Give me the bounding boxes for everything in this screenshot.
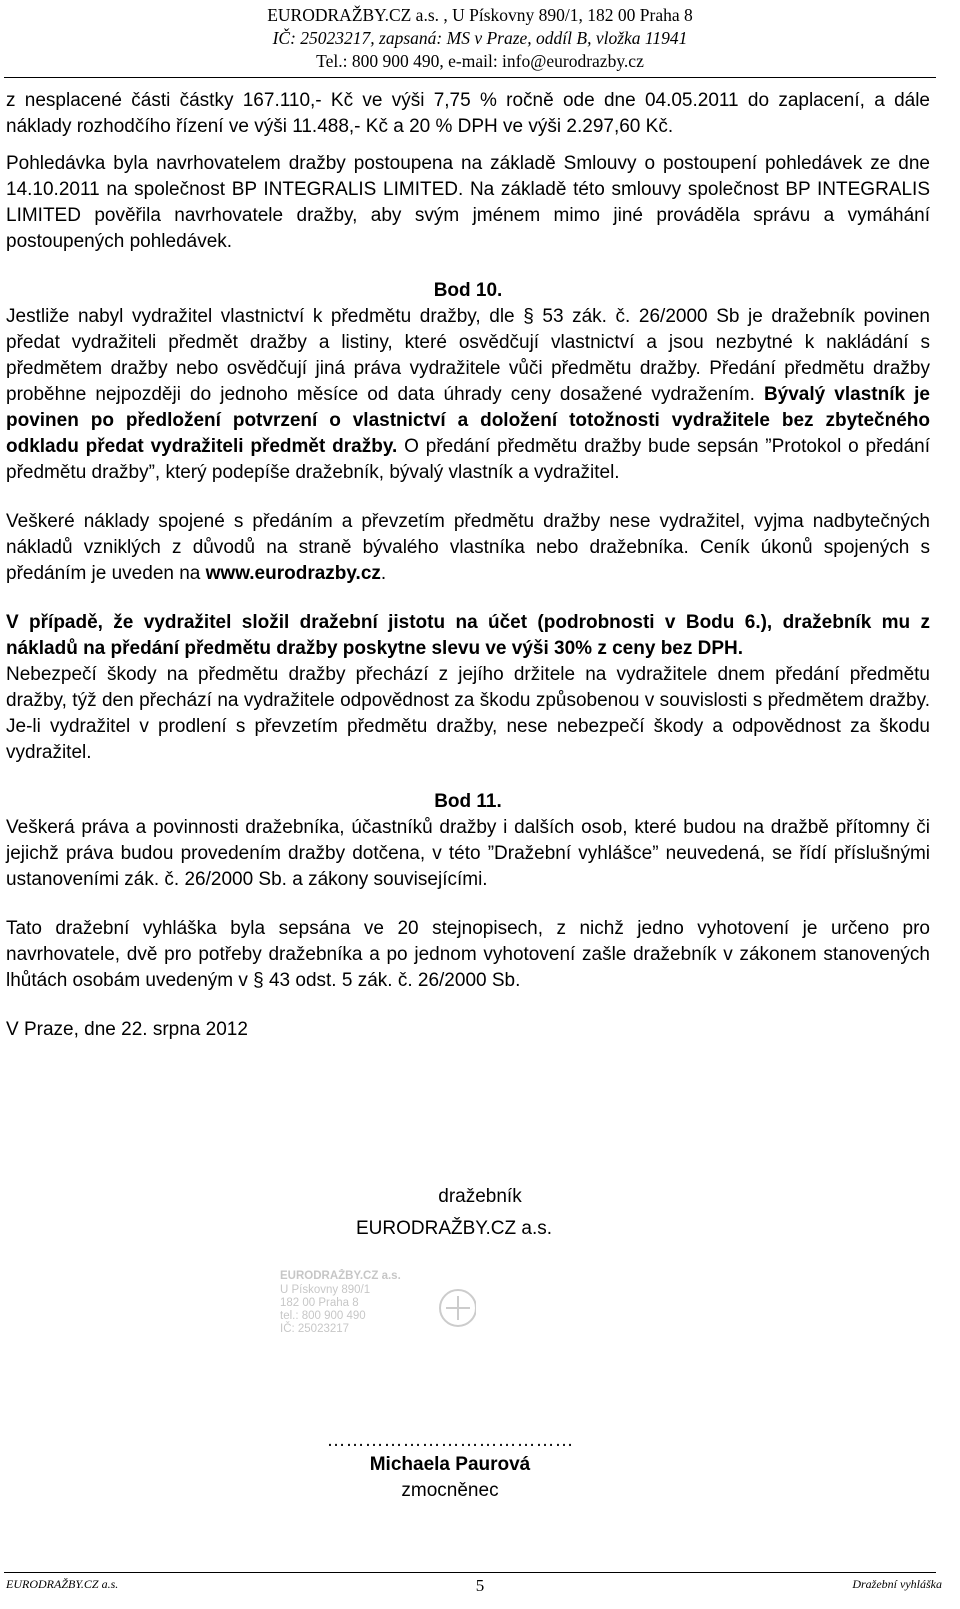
- pricelist-link[interactable]: www.eurodrazby.cz: [205, 563, 381, 584]
- handover-text: Jestliže nabyl vydražitel vlastnictví k předmětu dražby, dle § 53 zák. č. 26/2000 Sb je dražebník povinen předat vydražiteli předmět dražby a listiny, které osvědčují vlastnictví a jsou nezbytné k nakládání s předmětem dražby nebo osvědčují jiná práva vydražitele vůči předmětu dražby. Předání předmětu dražby proběhne nejpozději do jednoho měsíce od data úhrady ceny dosažené vydražením.: [6, 306, 930, 405]
- heading-bod-11: Bod 11.: [434, 791, 502, 812]
- letterhead-company: EURODRAŽBY.CZ a.s. , U Pískovny 890/1, 182 00 Praha 8: [267, 5, 693, 25]
- stamp-line-3: 182 00 Praha 8: [280, 1297, 359, 1309]
- signature-line: …………………………………: [326, 1430, 574, 1451]
- signatory-title: zmocněnec: [401, 1480, 499, 1501]
- paragraph-handover: [6, 304, 930, 486]
- handover-protocol-text: O předání předmětu dražby bude sepsán ”Protokol o předání předmětu dražby”, který podepíše dražebník, bývalý vlastník a vydražitel.: [6, 436, 930, 483]
- place-date: V Praze, dne 22. srpna 2012: [6, 1019, 248, 1040]
- stamp-line-1: EURODRAŽBY.CZ a.s.: [280, 1270, 401, 1282]
- stamp-line-2: U Pískovny 890/1: [280, 1284, 371, 1296]
- paragraph-discount: V případě, že vydražitel složil dražební jistotu na účet (podrobnosti v Bodu 6.), dražebník mu z nákladů na předání předmětu dražby poskytne slevu ve výši 30% z ceny bez DPH.: [6, 612, 930, 659]
- stamp-line-5: IČ: 25023217: [280, 1323, 350, 1335]
- header-divider: [4, 77, 936, 78]
- paragraph-assignment: Pohledávka byla navrhovatelem dražby postoupena na základě Smlouvy o postoupení pohledávek ze dne 14.10.2011 na společnost BP INTEGRALIS LIMITED. Na základě této smlouvy společnost BP INTEGRALIS LIMITED pověřila navrhovatele dražby, aby svým jménem mimo jiné prováděla správu a vymáhání postoupených pohledávek.: [6, 153, 930, 252]
- signature-company: EURODRAŽBY.CZ a.s.: [355, 1218, 553, 1239]
- stamp-line-4: tel.: 800 900 490: [280, 1310, 366, 1322]
- paragraph-costs: Veškeré náklady spojené s předáním a převzetím předmětu dražby nese vydražitel, vyjma nadbytečných nákladů vzniklých z důvodů na straně bývalého vlastníka nebo dražebníka. Ceník úkonů spojených s předáním je uveden na www.eurodrazby.cz.: [6, 511, 930, 584]
- handover-bold-text: Bývalý vlastník je povinen po předložení potvrzení o vlastnictví a doložení totožnosti vydražitele bez zbytečného odkladu předat vydražiteli předmět dražby.: [6, 384, 930, 457]
- footer-document-title: Dražební vyhláška: [852, 1577, 942, 1591]
- signatory-name: Michaela Paurová: [369, 1454, 531, 1475]
- paragraph-debt: z nesplacené části částky 167.110,- Kč ve výši 7,75 % ročně ode dne 04.05.2011 do zaplacení, a dále náklady rozhodčího řízení ve výši 11.488,- Kč a 20 % DPH ve výši 2.297,60 Kč.: [6, 90, 930, 137]
- footer-divider: [4, 1572, 936, 1573]
- costs-text: Veškeré náklady spojené s předáním a převzetím předmětu dražby nese vydražitel, vyjma nadbytečných nákladů vzniklých z důvodů na straně bývalého vlastníka nebo dražebníka. Ceník úkonů spojených s předáním je uveden na: [6, 511, 930, 584]
- paragraph-risk: Nebezpečí škody na předmětu dražby přechází z jejího držitele na vydražitele dnem předání předmětu dražby, týž den přechází na vydražitele odpovědnost za škodu způsobenou v souvislosti s předmětem dražby. Je-li vydražitel v prodlení s převzetím předmětu dražby, nese nebezpečí škody a odpovědnost za škodu vydražitel.: [6, 664, 930, 763]
- letterhead: [0, 4, 960, 73]
- page-number: 5: [475, 1576, 485, 1595]
- paragraph-rights: Veškerá práva a povinnosti dražebníka, účastníků dražby i dalších osob, které budou na dražbě přítomny či jejichž práva budou provedením dražby dotčena, v této ”Dražební vyhlášce” neuvedená, se řídí příslušnými ustanoveními zák. č. 26/2000 Sb. a zákony souvisejícími.: [6, 817, 930, 890]
- footer-company: EURODRAŽBY.CZ a.s.: [6, 1577, 119, 1591]
- heading-bod-10: Bod 10.: [433, 280, 503, 301]
- company-stamp: [276, 1266, 476, 1376]
- paragraph-copies: Tato dražební vyhláška byla sepsána ve 20 stejnopisech, z nichž jedno vyhotovení je určeno pro navrhovatele, dvě pro potřeby dražebníka a po jednom vyhotovení zašle dražebník v zákonem stanovených lhůtách osobám uvedeným v § 43 odst. 5 zák. č. 26/2000 Sb.: [6, 918, 930, 991]
- letterhead-registration: IČ: 25023217, zapsaná: MS v Praze, oddíl B, vložka 11941: [272, 28, 688, 48]
- document-body: [6, 88, 930, 1043]
- signature-role: dražebník: [438, 1186, 522, 1207]
- letterhead-contact: Tel.: 800 900 490, e-mail: info@eurodrazby.cz: [316, 51, 644, 71]
